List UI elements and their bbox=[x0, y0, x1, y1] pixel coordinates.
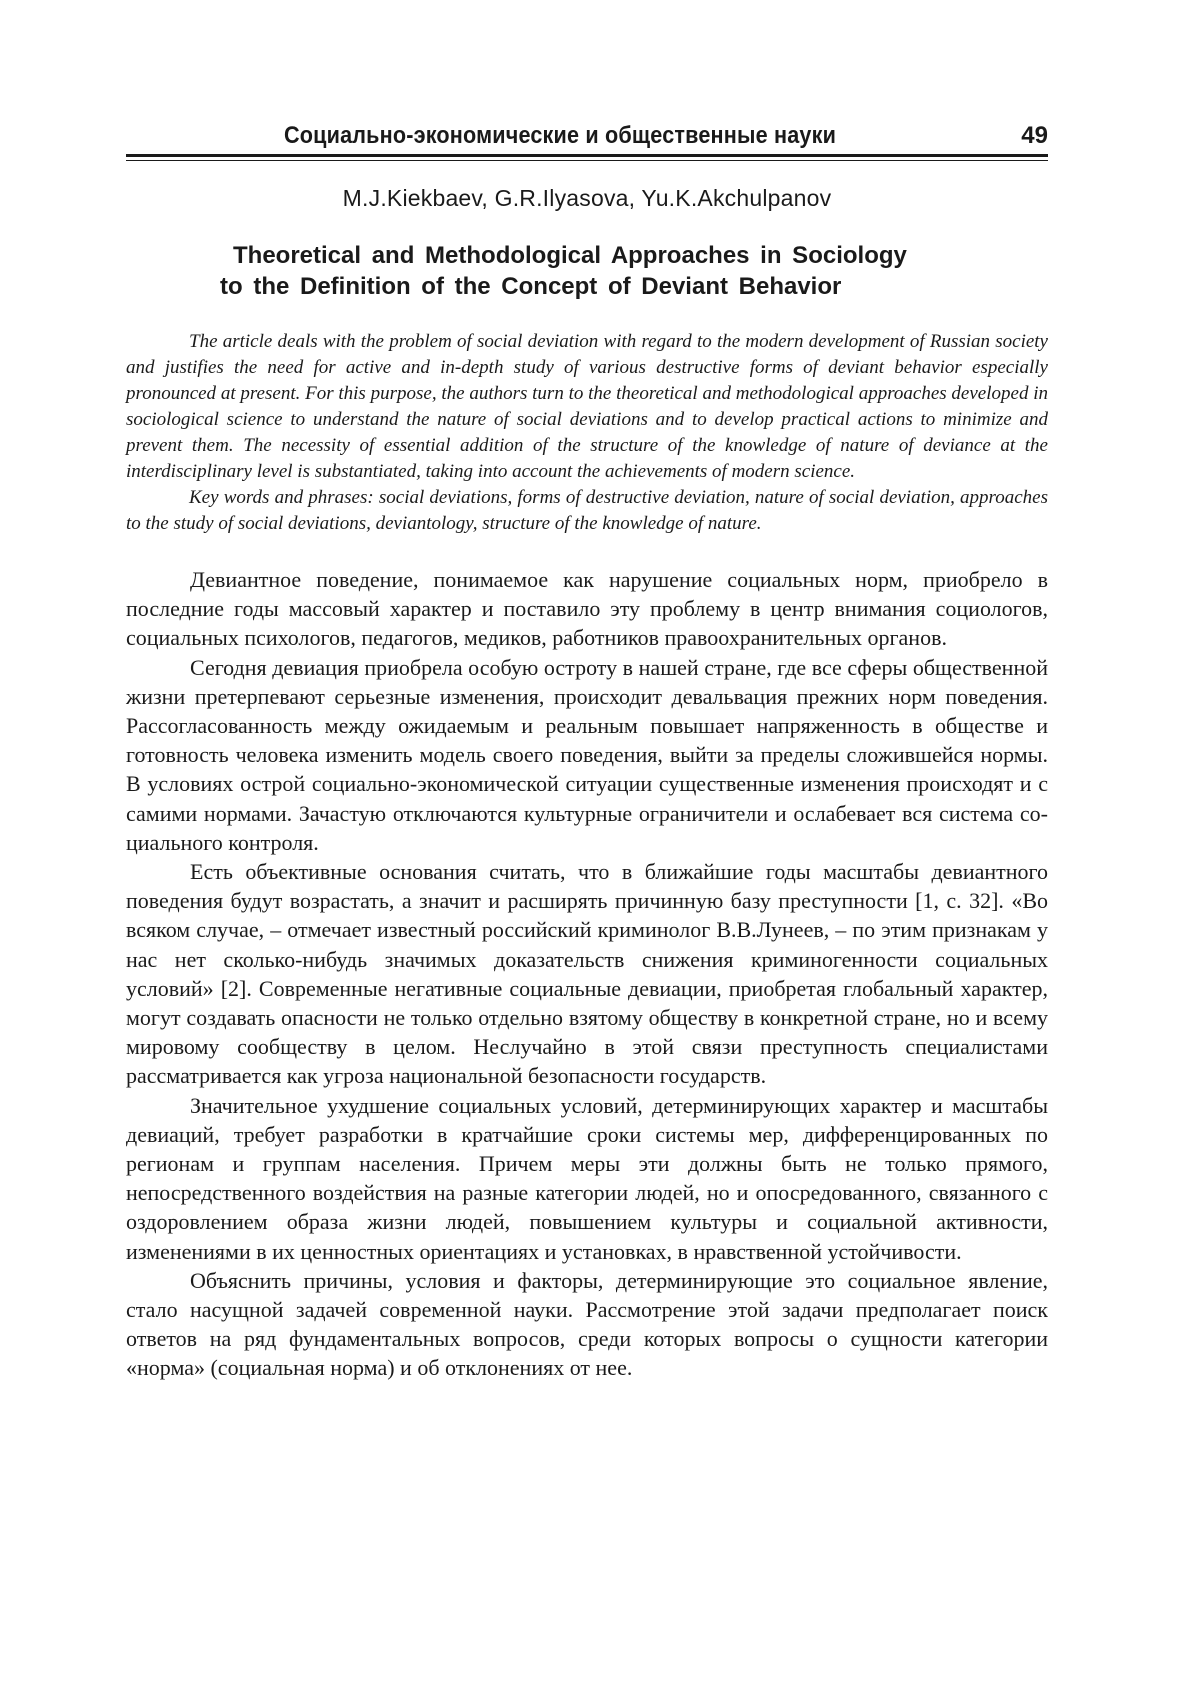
abstract: The article deals with the problem of social deviation with regard to the modern development of Russian society and justifies the need for active and in-depth study of various destructive forms of deviant behavior especially pronounced at present. For this purpose, the authors turn to the theoretical and methodological approaches developed in sociological science to understand the nature of social deviations and to develop practical actions to minimize and prevent them. The necessity of essential addition of the structure of the knowledge of nature of deviance at the interdisciplinary level is substantiated, taking into account the achievements of modern science. bbox=[126, 331, 1048, 482]
header-rule-thin bbox=[126, 160, 1048, 161]
section-title: Социально-экономические и общественные науки bbox=[284, 122, 837, 149]
page-number: 49 bbox=[1021, 122, 1048, 149]
body-paragraph: Объяснить причины, условия и факторы, детерминирующие это социальное явление, стало насущной задачей современной науки. Рассмотрение этой задачи предполагает поиск ответов на ряд фундаментальных вопросов, среди которых вопросы о сущности категории «норма» (социальная норма) и об отклонениях от нее. bbox=[126, 1267, 1048, 1381]
keywords: Key words and phrases: social deviations, forms of destructive deviation, nature of social deviation, approaches to the study of social deviations, deviantology, structure of the knowledge of nature. bbox=[126, 487, 1048, 534]
running-header bbox=[126, 118, 1048, 154]
header-rule-thick bbox=[126, 154, 1048, 157]
article-title-line-2: to the Definition of the Concept of Deviant Behavior bbox=[220, 273, 842, 300]
journal-page bbox=[126, 118, 1048, 1383]
article-authors: M.J.Kiekbaev, G.R.Ilyasova, Yu.K.Akchulpanov bbox=[342, 185, 832, 211]
body-text bbox=[126, 565, 1048, 1383]
body-paragraph: Девиантное поведение, понимаемое как нарушение социальных норм, приобрело в последние годы массовый характер и поставило эту проблему в центр внимания социологов, социальных психологов, педагогов, медиков, работников правоохранительных органов. bbox=[126, 567, 1048, 651]
body-paragraph: Значительное ухудшение социальных условий, детерминирующих характер и масштабы девиаций, требует разработки в кратчайшие сроки системы мер, дифференцированных по регионам и группам населения. Причем меры эти должны быть не только прямого, непосредственного воздействия на разные категории людей, но и опосредованного, связанного с оздоровлением образа жизни людей, повышением культуры и социальной активности, изменениями в их ценностных ориентациях и установках, в нравственной устойчивости. bbox=[126, 1092, 1048, 1264]
article-title bbox=[126, 240, 1048, 302]
article-title-line-1: Theoretical and Methodological Approaches in Sociology bbox=[233, 242, 907, 269]
body-paragraph: Есть объективные основания считать, что в ближайшие годы масштабы девиантного поведения будут возрастать, а значит и расширять причинную базу преступности [1, с. 32]. «Во всяком случае, – отмечает известный российский криминолог В.В.Лунеев, – по этим признакам у нас нет сколько-нибудь значимых доказательств снижения криминогенности социальных условий» [2]. Современные негативные социальные девиации, приобретая глобальный характер, могут создавать опасности не только отдельно взятому обществу в конкретной стране, но и всему мировому сообществу в целом. Неслучайно в этой связи преступность специалистами рассматривается как угроза национальной безопасности государств. bbox=[126, 859, 1048, 1089]
body-paragraph: Сегодня девиация приобрела особую остроту в нашей стране, где все сферы общественной жизни претерпевают серьезные изменения, происходит девальвация прежних норм поведения. Рассогласованность между ожидаемым и реальным повышает напряженность в обществе и готовность человека изменить модель своего поведения, выйти за пределы сложившейся нормы. В условиях острой социально-экономической ситуации существенные изменения происходят и с самими нормами. Зачастую отключаются культурные ограничители и ослабевает вся система социального контроля. bbox=[126, 654, 1048, 855]
